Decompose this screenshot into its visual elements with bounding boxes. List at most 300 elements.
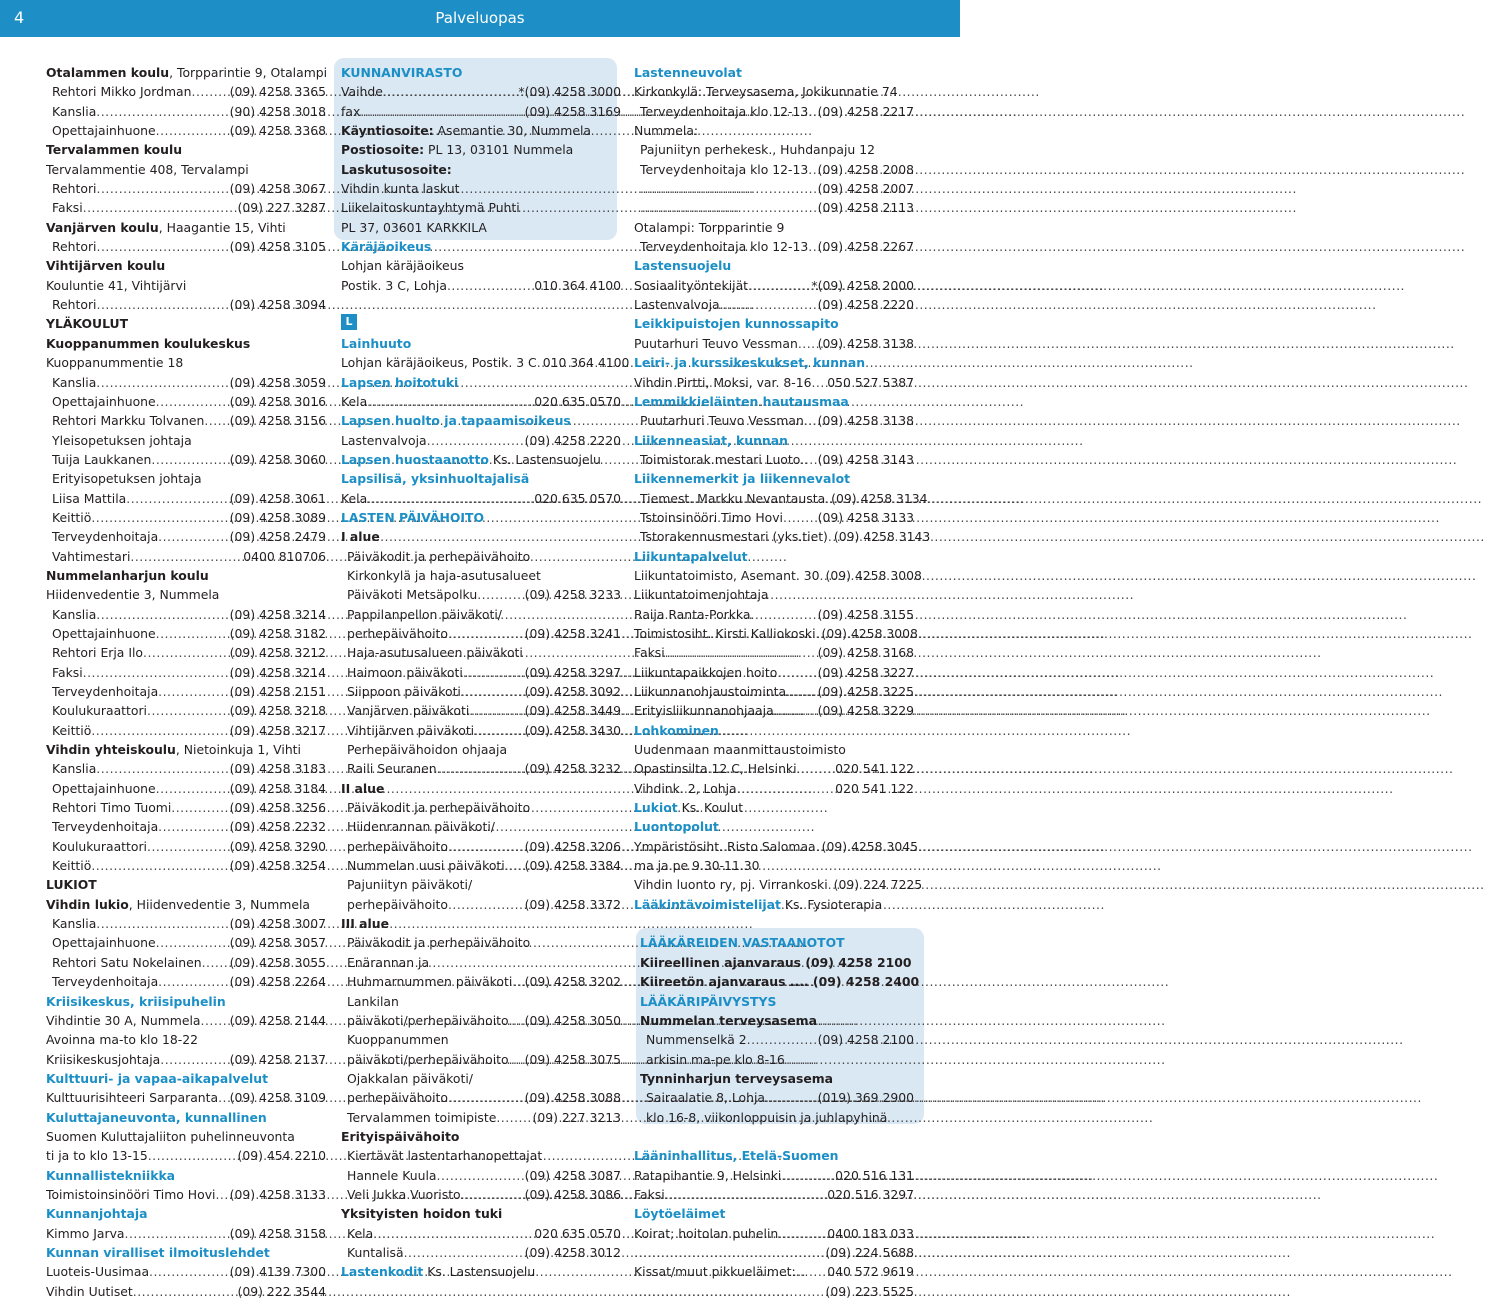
directory-line [634,1011,914,1030]
dot-leader [156,779,230,798]
text-line: Lankilan [347,993,399,1009]
phone-number: (09) 4258 3008 [821,625,918,641]
entry-label: Puutarhuri Teuvo Vessman [640,413,804,429]
phone-number: (09) 4258 3094 [229,297,326,313]
phone-number: (09) 4258 2217 [817,103,914,119]
dot-leader [808,102,817,121]
directory-line [634,972,920,991]
entry-label: Lohjan käräjäoikeus, Postik. 3 C [341,355,537,371]
entry-label: Kanslia [52,606,97,622]
subheading: LUKIOT [46,877,97,893]
text-suffix: Ks. Fysioterapia [780,896,883,912]
text-suffix: , Haagantie 15, Vihti [158,219,286,235]
phone-number: 050 527 5387 [827,374,914,390]
subheading: Kiireetön ajanvaraus .... (09) 4258 2400 [640,974,920,990]
phone-number: (09) 4258 3138 [817,413,914,429]
phone-number: 020 635 0570 [534,393,621,409]
text-line: ma ja pe 9.30-11.30 [634,858,760,874]
dot-leader [156,624,230,643]
directory-line [341,411,621,430]
phone-number: (09) 4258 3143 [833,529,931,545]
dot-leader [786,682,818,701]
directory-line [634,237,914,256]
phone-number: (09) 4258 2137 [229,1051,326,1067]
phone-number: (09) 4258 3183 [229,761,326,777]
directory-line [46,1011,326,1030]
directory-line [341,585,621,604]
dot-leader [477,585,524,604]
dot-leader [796,1262,828,1281]
directory-line [634,334,914,353]
directory-line [634,353,914,372]
entry-label: Kanslia [52,916,97,932]
dot-leader [192,82,230,101]
section-heading: Lohkominen [634,722,719,738]
section-heading: KUNNANVIRASTO [341,65,463,80]
directory-line [46,1204,326,1223]
phone-number: (09) 4258 2264 [229,974,326,990]
phone-number: (09) 4258 3133 [817,509,914,525]
entry-label: Vanjärven päiväkoti [347,703,470,719]
text-line: klo 16-8, viikonloppuisin ja juhlapyhinä [646,1109,888,1125]
entry-label: Tervalammen toimipiste [347,1109,497,1125]
directory-line [46,256,326,275]
directory-line [341,992,621,1011]
phone-number: (09) 4258 3233 [524,587,621,603]
text-line: Kouluntie 41, Vihtijärvi [46,277,187,293]
directory-line [341,1146,621,1165]
directory-line [634,102,914,121]
directory-line [46,933,326,952]
entry-label: Terveydenhoitaja [52,819,159,835]
phone-number: (09) 4258 3227 [817,664,914,680]
dot-leader [215,1185,229,1204]
phone-number: (09) 4258 3057 [229,935,326,951]
entry-label: Terveydenhoitaja [52,529,159,545]
dot-leader [448,624,525,643]
dot-leader [156,392,230,411]
phone-number: (09) 4258 3089 [229,509,326,525]
directory-line [341,1243,621,1262]
entry-label: Kela [341,490,368,506]
phone-number: (09) 4258 3368 [229,123,326,139]
entry-label: Liisa Mattila [52,490,127,506]
text-line: Otalampi: Torpparintie 9 [634,219,785,235]
phone-number: (09) 4258 3045 [821,838,919,854]
dot-leader [201,1011,230,1030]
entry-label: Raili Seuranen [347,761,437,777]
entry-label: Terveydenhoitaja klo 12-13 [640,103,809,119]
phone-number: (09) 4258 2232 [229,819,326,835]
directory-line [341,1262,621,1281]
entry-label: Sosiaalityöntekijät [634,277,749,293]
entry-label: Vihdin Uutiset [46,1283,133,1299]
dot-leader [83,663,230,682]
text-line: Kirkonkylä: Terveysasema, Jokikunnatie 74 [634,84,898,100]
directory-line [634,527,931,546]
directory-line [46,1185,326,1204]
directory-line [341,972,621,991]
text-line: Ojakkalan päiväkoti/ [347,1070,473,1086]
directory-line [46,160,326,179]
dot-leader [156,121,230,140]
entry-label: Opettajainhuone [52,935,156,951]
directory-line [634,1243,914,1262]
entry-label: Sairaalatie 8, Lohja [646,1090,765,1106]
text-line: Hiidenvedentie 3, Nummela [46,587,220,603]
directory-line [46,605,326,624]
dot-leader [367,489,534,508]
phone-number: (09) 4258 3214 [229,664,326,680]
section-heading: Lääninhallitus, Etelä-Suomen [634,1148,839,1164]
text-line: Tervalammentie 408, Tervalampi [46,161,249,177]
directory-line [634,469,914,488]
directory-line [634,585,914,604]
entry-label: Faksi [52,664,83,680]
entry-label: Rehtori Satu Nokelainen [52,954,202,970]
directory-line [341,1108,621,1127]
entry-label: Vihdintie 30 A, Nummela [46,1012,201,1028]
entry-label: Lastenvalvoja [341,432,427,448]
directory-line [341,817,621,836]
dot-leader [147,701,230,720]
entry-label: Koulukuraattori [52,703,147,719]
phone-number: (09) 4258 3290 [229,838,326,854]
dot-leader [427,431,525,450]
section-heading: Kuluttajaneuvonta, kunnallinen [46,1109,267,1125]
entry-label: Huhmarnummen päiväkoti [347,974,513,990]
directory-line [46,1050,326,1069]
section-heading: Lemmikkieläinten hautausmaa [634,393,849,409]
entry-label: Kanslia [52,761,97,777]
directory-line [46,953,326,972]
entry-label: Terveydenhoitaja [52,684,159,699]
directory-line [46,1146,326,1165]
phone-number: (09) 4258 2151 [229,684,326,699]
entry-label: Luoteis-Uusimaa [46,1264,150,1280]
phone-number: (09) 4258 3168 [817,645,914,661]
phone-number: (09) 4258 3008 [825,567,922,583]
dot-leader [125,1224,230,1243]
phone-number: (09) 4258 3059 [229,374,326,390]
text-line: Kuoppanummen [347,1032,449,1048]
entry-label: Vihdin Pirtti, Moksi, var. 8-16 [634,374,812,390]
phone-number: (09) 222 3544 [237,1283,326,1299]
dot-leader [158,682,229,701]
directory-line [341,102,621,121]
directory-line [341,663,621,682]
phone-number: (09) 224 7225 [833,877,923,893]
dot-leader [797,759,836,778]
directory-line [341,295,621,314]
dot-leader [91,508,229,527]
dot-leader [640,179,818,198]
text-line: arkisin ma-pe klo 8-16 [646,1051,785,1067]
entry-label: perhepäivähoito [347,838,448,854]
directory-line [46,1108,326,1127]
directory-line [46,1069,326,1088]
phone-number: (09) 454 2210 [237,1148,326,1164]
directory-line [341,508,621,527]
dot-leader [148,1146,238,1165]
entry-label: Rehtori [52,239,97,255]
phone-number: (09) 4258 3232 [524,761,621,777]
subheading: Nummelan terveysasema [640,1012,817,1028]
phone-number: (09) 4258 3105 [229,239,326,255]
text-suffix: Ks. Lastensuojelu [423,1264,536,1280]
entry-label: Faksi [634,1186,665,1202]
directory-line [341,431,621,450]
dot-leader [448,895,525,914]
entry-label: Vihtijärven päiväkoti [347,722,475,738]
dot-leader [640,198,818,217]
entry-label: Kissat/muut pikkueläimet: [634,1264,796,1280]
dot-leader [151,450,229,469]
phone-number: (09) 4258 3184 [229,780,326,796]
directory-line [634,256,914,275]
directory-line [46,179,326,198]
entry-label: Toimistosiht. Kirsti Kalliokoski [634,625,816,641]
section-heading: Lapsen hoitotuki [341,374,459,390]
directory-line [634,721,914,740]
phone-number: 0400 810706 [243,548,326,564]
entry-label: Koulukuraattori [52,838,147,854]
directory-line [341,63,621,82]
entry-label: ti ja to klo 13-15 [46,1148,148,1164]
dot-leader [665,1185,828,1204]
text-line: Haja-asutusalueen päiväkoti [347,645,523,661]
entry-label: perhepäivähoito [347,896,448,912]
phone-number: (09) 4258 3067 [229,181,326,197]
section-heading: Lastenneuvolat [634,65,742,80]
entry-label: Terveydenhoitaja klo 12-13 [640,239,809,255]
phone-number: (09) 4258 3214 [229,606,326,622]
subheading: Tervalammen koulu [46,142,183,158]
text-line: Kiertävät lastentarhanopettajat [347,1148,543,1164]
dot-leader [158,817,229,836]
section-heading: Kunnanjohtaja [46,1206,148,1222]
directory-line [341,121,621,140]
section-heading: Liikenneasiat, kunnan [634,432,788,448]
entry-label: Kriisikeskusjohtaja [46,1051,161,1067]
directory-line [46,237,326,256]
entry-label: Liikunnanohjaustoiminta [634,684,787,699]
directory-line [341,1185,621,1204]
text-line: Suomen Kuluttajaliiton puhelinneuvonta [46,1128,295,1144]
phone-number: 020 541 122 [835,761,914,777]
directory-line [46,875,326,894]
directory-line [634,373,914,392]
directory-line [46,450,326,469]
phone-number: (09) 4258 2100 [817,1032,914,1048]
phone-number: (09) 4258 2267 [817,239,914,255]
entry-label: Rehtori [52,181,97,197]
text-line: Pajuniityn päiväkoti/ [347,877,473,893]
dot-leader [202,953,230,972]
phone-number: (09) 227 3213 [532,1109,621,1125]
entry-label: Kela [347,1225,374,1241]
section-heading: Liikuntapalvelut [634,548,748,564]
phone-number: (09) 4258 3218 [229,703,326,719]
text-line: Kirkonkylä ja haja-asutusalueet [347,567,541,583]
subheading: Vihdin yhteiskoulu [46,742,176,758]
entry-label: Hannele Kuula [347,1167,437,1183]
dot-leader [143,643,230,662]
directory-line [634,682,914,701]
entry-label: Ympäristösiht. Risto Salomaa [634,838,816,854]
dot-leader [373,1224,534,1243]
phone-number: (09) 4258 2008 [817,161,914,177]
phone-number: *(09) 4258 3000 [518,84,621,100]
phone-number: (09) 4258 2113 [817,200,914,216]
subheading: Laskutusosoite: [341,161,452,177]
phone-number: (09) 4258 3016 [229,393,326,409]
directory-line [341,856,621,875]
entry-label: Ratapihantie 9, Helsinki [634,1167,782,1183]
directory-line [341,82,621,101]
dot-leader [91,721,229,740]
directory-line [341,1030,621,1049]
phone-number: (09) 4258 3060 [229,451,326,467]
entry-label: Keittiö [52,722,92,738]
entry-label: Kuntalisä [347,1244,404,1260]
entry-label: perhepäivähoito [347,625,448,641]
text-line: Kuoppanummentie 18 [46,355,184,371]
section-heading: Liikennemerkit ja liikennevalot [634,471,851,487]
dot-leader [130,547,243,566]
directory-line [341,933,621,952]
entry-label: Rehtori Erja Ilo [52,645,144,661]
directory-line [46,547,326,566]
directory-line [634,295,914,314]
entry-label: Faksi [52,200,83,216]
entry-label: Päiväkoti Metsäpolku [347,587,478,603]
phone-number: (09) 4139 7300 [229,1264,326,1280]
directory-line [341,624,621,643]
entry-label: Tstorakennusmestari (yks.tiet) [640,529,828,545]
phone-number: (09) 4258 3055 [229,954,326,970]
phone-number: (09) 4258 3143 [817,451,914,467]
phone-number: (09) 4258 2220 [524,432,621,448]
entry-label: Toimistoinsinööri Timo Hovi [46,1186,216,1202]
directory-line [341,914,621,933]
directory-line [341,837,621,856]
entry-label: Nummelan uusi päiväkoti [347,858,505,874]
section-heading: Löytöeläimet [634,1206,726,1222]
text-line: Avoinna ma-to klo 18-22 [46,1032,198,1048]
directory-line [634,63,914,82]
directory-line [46,1030,326,1049]
subheading: Käyntiosoite: [341,123,434,139]
directory-line [46,489,326,508]
dot-leader [147,837,230,856]
phone-number: (09) 4258 3134 [831,490,928,506]
dot-leader [83,198,238,217]
directory-line [634,933,914,952]
directory-line [46,121,326,140]
directory-line [341,1050,621,1069]
directory-line [341,314,621,333]
entry-label: Kimmo Jarva [46,1225,125,1241]
dot-leader [777,663,817,682]
directory-line [46,663,326,682]
directory-line [634,740,914,759]
directory-line [634,1146,914,1165]
phone-number: (09) 4258 3449 [524,703,621,719]
entry-label: Faksi [634,645,665,661]
directory-line [46,1088,326,1107]
directory-line [634,953,914,972]
section-heading: Käräjäoikeus [341,239,432,255]
directory-line [634,856,914,875]
entry-label: Siippoon päiväkoti [347,684,461,699]
dot-leader [133,1282,238,1301]
directory-line [46,585,326,604]
subheading: Kuoppanummen koulukeskus [46,335,251,351]
entry-label: Terveydenhoitaja klo 12-13 [640,161,809,177]
directory-line [634,798,914,817]
phone-number: 010 364 4100 [534,277,621,293]
column-left [46,63,326,1301]
dot-leader [774,701,818,720]
phone-number: (09) 4258 3155 [817,606,914,622]
entry-label: Kanslia [52,374,97,390]
dot-leader [509,1050,525,1069]
dot-leader [509,1011,525,1030]
phone-number: (09) 4258 3088 [524,1090,621,1106]
directory-line [46,1243,326,1262]
subheading: Vihtijärven koulu [46,258,166,274]
directory-line [341,779,621,798]
phone-number: 020 635 0570 [534,490,621,506]
directory-line [46,682,326,701]
directory-line [634,1030,914,1049]
entry-label: Liikuntapaikkojen hoito [634,664,778,680]
dot-leader [463,663,525,682]
directory-line [46,82,326,101]
directory-line [46,276,326,295]
section-heading: Kriisikeskus, kriisipuhelin [46,993,226,1009]
dot-leader [634,1243,826,1262]
dot-leader [469,701,524,720]
directory-line [634,895,914,914]
dot-leader [461,682,525,701]
text-suffix: , Hiidenvedentie 3, Nummela [128,896,311,912]
dot-leader [97,295,230,314]
entry-label: Rehtori Mikko Jordman [52,84,192,100]
subheading: I alue [341,529,380,545]
dot-leader [96,373,229,392]
section-heading: LASTEN PÄIVÄHOITO [341,509,484,525]
phone-number: (09) 4258 3086 [524,1186,621,1202]
phone-number: (09) 4258 3372 [524,896,621,912]
subheading: YLÄKOULUT [46,316,129,332]
phone-number: (09) 4258 2220 [817,297,914,313]
text-line: Pappilanpellon päiväkoti/ [347,606,502,622]
directory-line [46,992,326,1011]
phone-number: (09) 4258 3182 [229,625,326,641]
directory-line [634,314,914,333]
directory-line [341,469,621,488]
dot-leader [448,1088,525,1107]
entry-label: päiväkoti/perhepäivähoito [347,1051,509,1067]
directory-line [341,334,621,353]
directory-line [634,566,922,585]
dot-leader [765,1088,818,1107]
text-suffix: Ks. Lastensuojelu [488,451,601,467]
directory-line [634,1262,914,1281]
section-heading: Lainhuuto [341,335,412,351]
